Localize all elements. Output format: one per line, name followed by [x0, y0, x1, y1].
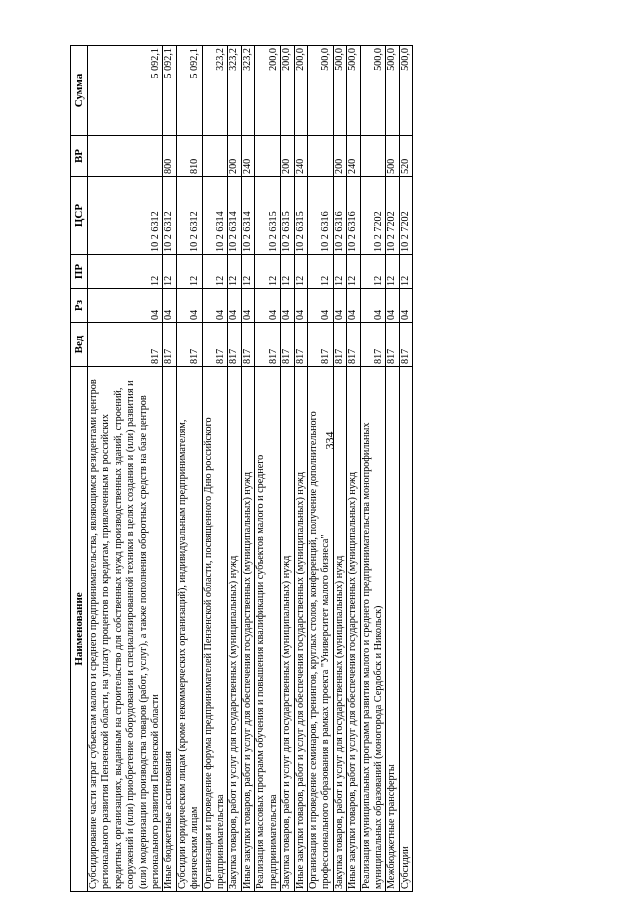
cell-rz: 04 [255, 289, 281, 323]
table-row [176, 46, 202, 892]
cell-rz: 04 [88, 289, 163, 323]
cell-csr: 10 2 6316 [333, 177, 346, 255]
table-row [88, 46, 163, 892]
cell-pr: 12 [88, 255, 163, 289]
cell-rz: 04 [294, 289, 307, 323]
cell-vr: 800 [163, 136, 176, 177]
cell-csr: 10 2 6314 [228, 177, 241, 255]
cell-sum: 500,0 [360, 46, 386, 136]
cell-name: Межбюджетные трансферты [386, 367, 399, 892]
cell-pr: 12 [163, 255, 176, 289]
cell-ved: 817 [399, 323, 412, 367]
cell-vr: 810 [176, 136, 202, 177]
cell-pr: 12 [399, 255, 412, 289]
cell-vr: 240 [347, 136, 360, 177]
cell-sum: 5 092,1 [176, 46, 202, 136]
cell-name: Реализация массовых программ обучения и повышения квалификации субъектов малого и среднего предпринимательства [255, 367, 281, 892]
table-row [347, 46, 360, 892]
cell-ved: 817 [228, 323, 241, 367]
cell-ved: 817 [294, 323, 307, 367]
cell-ved: 817 [347, 323, 360, 367]
cell-rz: 04 [360, 289, 386, 323]
cell-csr: 10 2 6315 [255, 177, 281, 255]
cell-rz: 04 [307, 289, 333, 323]
cell-rz: 04 [347, 289, 360, 323]
cell-csr: 10 2 6312 [88, 177, 163, 255]
cell-vr [202, 136, 228, 177]
cell-rz: 04 [281, 289, 294, 323]
header-name: Наименование [71, 367, 88, 892]
table-row [399, 46, 412, 892]
cell-name: Иные закупки товаров, работ и услуг для обеспечения государственных (муниципальных) нужд [241, 367, 254, 892]
cell-pr: 12 [307, 255, 333, 289]
cell-vr: 500 [386, 136, 399, 177]
cell-csr: 10 2 6315 [281, 177, 294, 255]
cell-sum: 500,0 [307, 46, 333, 136]
cell-name: Закупка товаров, работ и услуг для государственных (муниципальных) нужд [333, 367, 346, 892]
cell-csr: 10 2 7202 [386, 177, 399, 255]
cell-sum: 200,0 [281, 46, 294, 136]
cell-ved: 817 [386, 323, 399, 367]
cell-vr [255, 136, 281, 177]
cell-vr: 240 [294, 136, 307, 177]
cell-rz: 04 [241, 289, 254, 323]
cell-pr: 12 [202, 255, 228, 289]
cell-name: Организация и проведение семинаров, тренингов, круглых столов, конференций, получение дополнительного профессионального образования в рамках проекта "Университет малого бизнеса" [307, 367, 333, 892]
cell-vr: 200 [281, 136, 294, 177]
cell-ved: 817 [163, 323, 176, 367]
cell-vr: 200 [228, 136, 241, 177]
cell-csr: 10 2 6312 [176, 177, 202, 255]
cell-pr: 12 [281, 255, 294, 289]
cell-rz: 04 [163, 289, 176, 323]
table-row [360, 46, 386, 892]
cell-name: Иные закупки товаров, работ и услуг для обеспечения государственных (муниципальных) нужд [294, 367, 307, 892]
cell-sum: 323,2 [241, 46, 254, 136]
cell-csr: 10 2 6315 [294, 177, 307, 255]
cell-pr: 12 [294, 255, 307, 289]
table-row [307, 46, 333, 892]
cell-sum: 200,0 [255, 46, 281, 136]
cell-name: Иные бюджетные ассигнования [163, 367, 176, 892]
table-row [228, 46, 241, 892]
cell-csr: 10 2 6314 [241, 177, 254, 255]
cell-csr: 10 2 6316 [347, 177, 360, 255]
cell-sum: 200,0 [294, 46, 307, 136]
cell-ved: 817 [281, 323, 294, 367]
table-row [333, 46, 346, 892]
cell-pr: 12 [255, 255, 281, 289]
cell-vr [360, 136, 386, 177]
header-vr: ВР [71, 136, 88, 177]
cell-csr: 10 2 7202 [399, 177, 412, 255]
cell-name: Реализация муниципальных программ развития малого и среднего предпринимательства монопрофильных муниципальных образований (моногорода Сердобск и Никольск) [360, 367, 386, 892]
cell-csr: 10 2 6312 [163, 177, 176, 255]
cell-vr [307, 136, 333, 177]
header-sum: Сумма [71, 46, 88, 136]
cell-vr: 520 [399, 136, 412, 177]
cell-sum: 500,0 [333, 46, 346, 136]
cell-name: Субсидии [399, 367, 412, 892]
table-row [163, 46, 176, 892]
cell-pr: 12 [347, 255, 360, 289]
cell-sum: 323,2 [202, 46, 228, 136]
cell-pr: 12 [386, 255, 399, 289]
cell-sum: 323,2 [228, 46, 241, 136]
cell-pr: 12 [176, 255, 202, 289]
cell-rz: 04 [399, 289, 412, 323]
cell-ved: 817 [202, 323, 228, 367]
table-row [241, 46, 254, 892]
cell-name: Иные закупки товаров, работ и услуг для обеспечения государственных (муниципальных) нужд [347, 367, 360, 892]
cell-rz: 04 [386, 289, 399, 323]
cell-csr: 10 2 6316 [307, 177, 333, 255]
cell-name: Субсидирование части затрат субъектам малого и среднего предпринимательства, являющимся резидентами центров регионального развития Пензенской области, на уплату процентов по кредитам, привлеченным в российских кредитных организациях, выданным на строительство для собственных нужд производственных зданий, строений, сооружений и (или) приобретение оборудования и специализированной техники в целях создания и (или) развития и (или) модернизации производства товаров (работ, услуг), а также пополнения оборотных средств на базе центров регионального развития Пензенской области [88, 367, 163, 892]
cell-pr: 12 [228, 255, 241, 289]
table-header-row [71, 46, 88, 892]
cell-name: Субсидии юридическим лицам (кроме некоммерческих организаций), индивидуальным предпринимателям, физическим лицам [176, 367, 202, 892]
cell-name: Организация и проведение форума предпринимателей Пензенской области, посвященного Дню российского предпринимательства [202, 367, 228, 892]
cell-csr: 10 2 6314 [202, 177, 228, 255]
cell-pr: 12 [333, 255, 346, 289]
header-ved: Вед [71, 323, 88, 367]
table-row [255, 46, 281, 892]
cell-ved: 817 [88, 323, 163, 367]
cell-name: Закупка товаров, работ и услуг для государственных (муниципальных) нужд [281, 367, 294, 892]
cell-vr: 200 [333, 136, 346, 177]
header-pr: ПР [71, 255, 88, 289]
table-row [281, 46, 294, 892]
cell-rz: 04 [176, 289, 202, 323]
cell-vr: 240 [241, 136, 254, 177]
cell-rz: 04 [228, 289, 241, 323]
cell-sum: 5 092,1 [88, 46, 163, 136]
table-row [386, 46, 399, 892]
cell-ved: 817 [307, 323, 333, 367]
cell-name: Закупка товаров, работ и услуг для государственных (муниципальных) нужд [228, 367, 241, 892]
budget-table [70, 45, 413, 892]
cell-sum: 500,0 [399, 46, 412, 136]
rotated-budget-table-container [70, 46, 556, 892]
table-row [202, 46, 228, 892]
cell-ved: 817 [360, 323, 386, 367]
cell-sum: 5 092,1 [163, 46, 176, 136]
cell-rz: 04 [202, 289, 228, 323]
header-rz: Рз [71, 289, 88, 323]
cell-rz: 04 [333, 289, 346, 323]
cell-pr: 12 [360, 255, 386, 289]
cell-csr: 10 2 7202 [360, 177, 386, 255]
cell-ved: 817 [255, 323, 281, 367]
cell-ved: 817 [333, 323, 346, 367]
cell-sum: 500,0 [386, 46, 399, 136]
table-row [294, 46, 307, 892]
cell-ved: 817 [241, 323, 254, 367]
cell-sum: 500,0 [347, 46, 360, 136]
header-csr: ЦСР [71, 177, 88, 255]
cell-ved: 817 [176, 323, 202, 367]
cell-pr: 12 [241, 255, 254, 289]
cell-vr [88, 136, 163, 177]
page-number: 334 [322, 431, 337, 450]
